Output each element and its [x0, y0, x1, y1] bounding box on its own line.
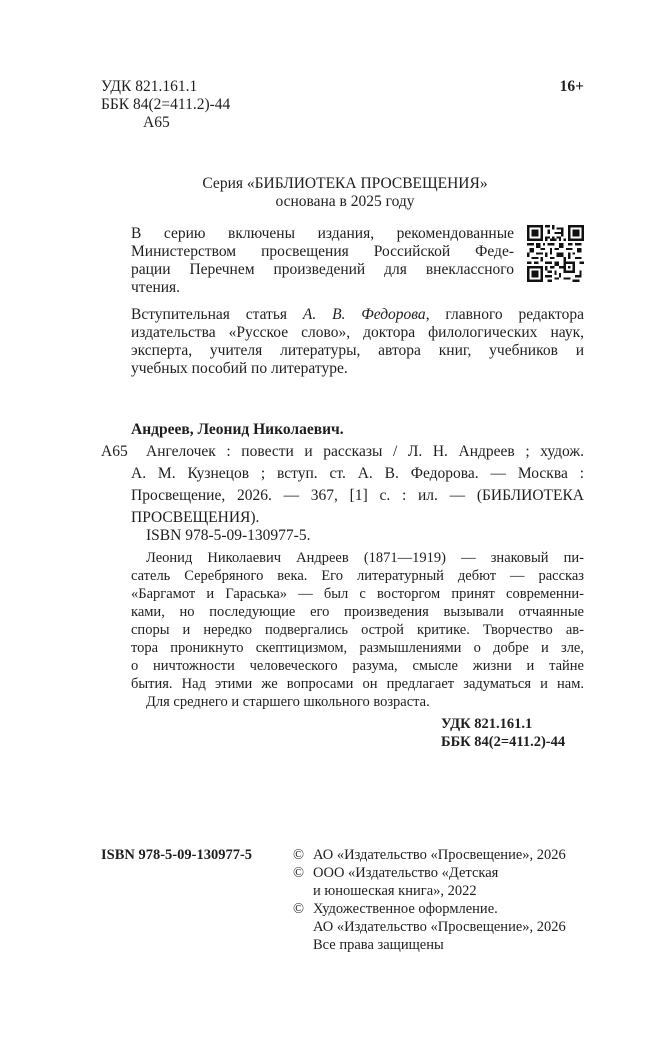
- udk-code: УДК 821.161.1: [101, 78, 198, 95]
- annotation: [131, 549, 584, 693]
- annotation-line: Леонид Николаевич Андреев (1871—1919) — знаковый пи-: [146, 550, 584, 566]
- footer-isbn: ISBN 978-5-09-130977-5: [101, 847, 253, 863]
- author-mark: А65: [143, 114, 170, 131]
- annotation-line: о ничтожности человеческого разума, смысле жизни и тайне: [131, 658, 584, 674]
- annotation-line: «Баргамот и Гараська» — был с восторгом принят современни-: [131, 586, 584, 602]
- copyright-symbol: ©: [293, 847, 305, 863]
- bbk-code: ББК 84(2=411.2)-44: [101, 96, 231, 113]
- copyright-symbol: ©: [293, 865, 305, 881]
- catalog-author-heading: Андреев, Леонид Николаевич.: [131, 421, 344, 438]
- annotation-line: бытия. Над этими же вопросами он предлагает задуматься и нам.: [131, 676, 584, 692]
- qr-code-icon[interactable]: [527, 225, 584, 282]
- series-note-line: Министерством просвещения Российской Феде-: [131, 243, 514, 260]
- catalog-udk: УДК 821.161.1: [441, 716, 533, 732]
- intro-prefix: Вступительная статья: [131, 306, 303, 323]
- intro-note-line: [131, 306, 584, 324]
- copyright-line: и юношеская книга», 2022: [313, 883, 477, 899]
- catalog-mark: А65: [101, 443, 128, 460]
- catalog-line: А. М. Кузнецов ; вступ. ст. А. В. Федорова. — Москва :: [131, 465, 584, 482]
- intro-note-line: учебных пособий по литературе.: [131, 360, 348, 377]
- intro-suffix: , главного редактора: [425, 306, 584, 323]
- catalog-bbk: ББК 84(2=411.2)-44: [441, 734, 566, 750]
- catalog-line: Просвещение, 2026. — 367, [1] с. : ил. — (БИБЛИОТЕКА: [131, 487, 584, 504]
- copyright-line: АО «Издательство «Просвещение», 2026: [313, 919, 566, 935]
- annotation-line: сатель Серебряного века. Его литературный дебют — рассказ: [131, 568, 584, 584]
- annotation-line: споры и нередко подвергались острой критике. Творчество ав-: [131, 622, 584, 638]
- intro-note-line: эксперта, учителя литературы, автора книг, учебников и: [131, 342, 584, 359]
- copyright-line: АО «Издательство «Просвещение», 2026: [313, 847, 566, 863]
- annotation-line: ками, но последующие его произведения вызывали отчаянные: [131, 604, 584, 620]
- copyright-symbol: ©: [293, 901, 305, 917]
- rights-reserved: Все права защищены: [313, 937, 444, 953]
- series-founded: основана в 2025 году: [275, 193, 415, 210]
- intro-note: [131, 306, 584, 378]
- intro-author: А. В. Федорова: [302, 306, 426, 323]
- catalog-description-cont: [131, 465, 584, 531]
- copyright-line: Художественное оформление.: [313, 901, 498, 917]
- catalog-description: [146, 443, 584, 465]
- audience-note: Для среднего и старшего школьного возраста.: [146, 694, 430, 710]
- series-note-line: В серию включены издания, рекомендованные: [131, 225, 514, 242]
- catalog-line: ПРОСВЕЩЕНИЯ).: [131, 509, 260, 526]
- age-rating: 16+: [559, 78, 584, 95]
- series-note-line: чтения.: [131, 279, 181, 296]
- series-note: [131, 225, 514, 297]
- intro-note-line: издательства «Русское слово», доктора филологических наук,: [131, 324, 584, 341]
- annotation-line: тора проникнуто скептицизмом, размышлениями о добре и зле,: [131, 640, 584, 656]
- series-title: Серия «БИБЛИОТЕКА ПРОСВЕЩЕНИЯ»: [202, 175, 488, 192]
- series-note-line: рации Перечнем произведений для внеклассного: [131, 261, 514, 278]
- copyright-line: ООО «Издательство «Детская: [313, 865, 499, 881]
- catalog-line: Ангелочек : повести и рассказы / Л. Н. Андреев ; худож.: [146, 443, 584, 460]
- catalog-isbn: ISBN 978-5-09-130977-5.: [146, 527, 311, 544]
